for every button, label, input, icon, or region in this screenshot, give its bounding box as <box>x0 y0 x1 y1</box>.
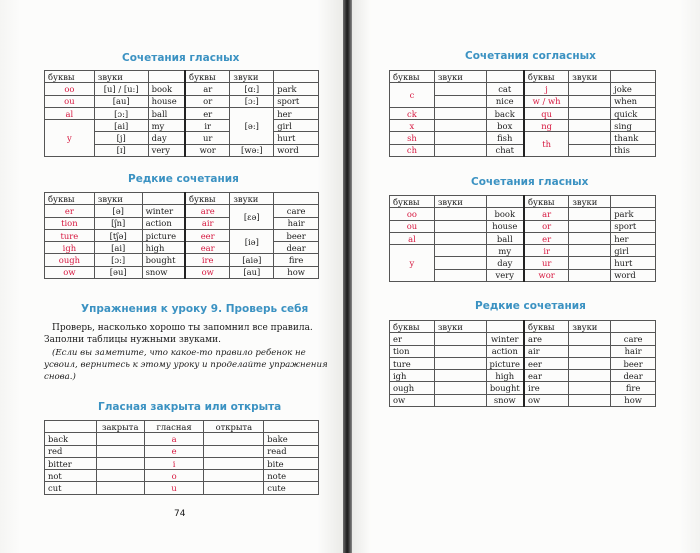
example-cell: dear <box>274 242 319 254</box>
letters-cell: ow <box>45 266 95 278</box>
letters-cell: ough <box>45 254 95 266</box>
blank-cell[interactable] <box>96 433 144 445</box>
example-cell: picture <box>486 357 524 369</box>
right-vowel-combos-table <box>389 195 656 282</box>
table-row <box>390 220 656 232</box>
sound-cell: [ai] <box>94 120 148 132</box>
example-cell: house <box>148 95 185 107</box>
example-cell: very <box>148 144 185 156</box>
example-cell: how <box>611 394 656 406</box>
letters-cell: wor <box>524 269 569 281</box>
sound-cell: [ɪ] <box>94 144 148 156</box>
example-cell: hair <box>274 217 319 229</box>
table-row <box>390 107 656 119</box>
blank-cell[interactable] <box>569 144 611 156</box>
table-row <box>390 245 656 257</box>
sound-cell: [ɔ:] <box>94 107 148 119</box>
example-cell: park <box>274 83 319 95</box>
closed-word-cell: red <box>45 445 97 457</box>
left-vowel-combos-heading: Сочетания гласных <box>122 52 240 64</box>
example-cell: ball <box>148 107 185 119</box>
letters-cell: ear <box>524 370 569 382</box>
table-row <box>390 333 656 345</box>
table-row <box>390 357 656 369</box>
sound-cell: [ɑ:] <box>230 83 274 95</box>
header-cell: звуки <box>94 71 148 83</box>
example-cell: care <box>274 205 319 217</box>
header-cell: буквы <box>45 71 95 83</box>
right-consonant-combos-heading: Сочетания согласных <box>465 50 596 62</box>
table-row <box>390 208 656 220</box>
table-row <box>390 345 656 357</box>
vowel-cell: o <box>144 470 204 482</box>
blank-cell[interactable] <box>434 370 486 382</box>
example-cell: hurt <box>611 257 656 269</box>
right-rare-combos-heading: Редкие сочетания <box>475 300 586 312</box>
blank-cell[interactable] <box>204 457 264 469</box>
letters-cell: tion <box>390 345 435 357</box>
example-cell: action <box>142 217 185 229</box>
example-cell: winter <box>142 205 185 217</box>
closed-word-cell: not <box>45 470 97 482</box>
letters-cell: er <box>390 333 435 345</box>
table-header-row <box>390 71 656 83</box>
header-cell: буквы <box>524 196 569 208</box>
letters-cell: sh <box>390 132 435 144</box>
vowel-cell: e <box>144 445 204 457</box>
blank-cell[interactable] <box>434 132 486 144</box>
example-cell: dear <box>611 370 656 382</box>
example-cell: house <box>486 220 524 232</box>
blank-cell[interactable] <box>204 482 264 494</box>
table-row <box>45 95 319 107</box>
example-cell: day <box>486 257 524 269</box>
table-row <box>390 120 656 132</box>
example-cell: hair <box>611 345 656 357</box>
letters-cell: w / wh <box>524 95 569 107</box>
letters-cell: ur <box>185 132 230 144</box>
sound-cell: [ə:] <box>230 107 274 144</box>
example-cell: day <box>148 132 185 144</box>
example-cell: joke <box>611 83 656 95</box>
header-cell: звуки <box>569 196 611 208</box>
letters-cell: ng <box>524 120 569 132</box>
blank-cell[interactable] <box>569 370 611 382</box>
letters-cell: wor <box>185 144 230 156</box>
letters-cell: eer <box>185 229 230 241</box>
left-rare-combos-heading: Редкие сочетания <box>128 173 239 185</box>
example-cell: my <box>486 245 524 257</box>
blank-cell[interactable] <box>434 345 486 357</box>
letters-cell: ou <box>390 220 435 232</box>
header-cell <box>486 196 524 208</box>
header-cell: звуки <box>230 71 274 83</box>
letters-cell: oo <box>390 208 435 220</box>
table-row <box>45 229 319 241</box>
example-cell: high <box>142 242 185 254</box>
example-cell: this <box>611 144 656 156</box>
letters-cell: are <box>524 333 569 345</box>
letters-cell: tion <box>45 217 95 229</box>
blank-cell[interactable] <box>204 433 264 445</box>
letters-cell: ough <box>390 382 435 394</box>
example-cell: park <box>611 208 656 220</box>
blank-cell[interactable] <box>569 208 611 220</box>
letters-cell: or <box>524 220 569 232</box>
blank-cell[interactable] <box>96 482 144 494</box>
sound-cell: [ɔ:] <box>94 254 142 266</box>
blank-cell[interactable] <box>434 220 486 232</box>
header-cell: звуки <box>434 321 486 333</box>
table-row <box>45 470 319 482</box>
example-cell: book <box>148 83 185 95</box>
example-cell: winter <box>486 333 524 345</box>
letters-cell: ck <box>390 107 435 119</box>
open-word-cell: cute <box>264 482 319 494</box>
example-cell: my <box>148 120 185 132</box>
header-cell: звуки <box>569 321 611 333</box>
letters-cell: ow <box>185 266 230 278</box>
blank-cell[interactable] <box>204 470 264 482</box>
letters-cell: y <box>45 120 95 157</box>
sound-cell: [ɔ:] <box>230 95 274 107</box>
vowel-cell: u <box>144 482 204 494</box>
example-cell: picture <box>142 229 185 241</box>
blank-cell[interactable] <box>434 269 486 281</box>
example-cell: thank <box>611 132 656 144</box>
right-consonant-combos-table <box>389 70 656 157</box>
blank-cell[interactable] <box>434 107 486 119</box>
letters-cell: qu <box>524 107 569 119</box>
left-vowel-combos-table <box>44 70 319 157</box>
example-cell: fish <box>486 132 524 144</box>
letters-cell: ir <box>185 120 230 132</box>
letters-cell: ture <box>390 357 435 369</box>
closed-word-cell: back <box>45 433 97 445</box>
example-cell: sport <box>274 95 319 107</box>
example-cell: book <box>486 208 524 220</box>
letters-cell: ire <box>185 254 230 266</box>
sound-cell: [ai] <box>94 242 142 254</box>
letters-cell: x <box>390 120 435 132</box>
header-cell: открыта <box>204 421 264 433</box>
letters-cell: ar <box>524 208 569 220</box>
sound-cell: [tʃə] <box>94 229 142 241</box>
sound-cell: [u] / [u:] <box>94 83 148 95</box>
header-cell: буквы <box>524 321 569 333</box>
letters-cell: oo <box>45 83 95 95</box>
left-rare-combos-table <box>44 192 319 279</box>
sound-cell: [au] <box>94 95 148 107</box>
blank-cell[interactable] <box>569 220 611 232</box>
header-cell <box>45 421 97 433</box>
letters-cell: al <box>390 232 435 244</box>
table-header-row <box>390 196 656 208</box>
example-cell: girl <box>274 120 319 132</box>
letters-cell: er <box>524 232 569 244</box>
example-cell: snow <box>486 394 524 406</box>
table-row <box>390 83 656 95</box>
open-closed-vowel-table <box>44 420 319 495</box>
header-cell <box>611 71 656 83</box>
header-cell <box>264 421 319 433</box>
table-row <box>390 132 656 144</box>
header-cell <box>486 321 524 333</box>
blank-cell[interactable] <box>434 83 486 95</box>
example-cell: beer <box>274 229 319 241</box>
blank-cell[interactable] <box>569 357 611 369</box>
header-cell: звуки <box>94 193 142 205</box>
blank-cell[interactable] <box>569 394 611 406</box>
letters-cell: air <box>524 345 569 357</box>
example-cell: beer <box>611 357 656 369</box>
example-cell: her <box>611 232 656 244</box>
open-word-cell: note <box>264 470 319 482</box>
letters-cell: c <box>390 83 435 108</box>
header-cell: звуки <box>434 196 486 208</box>
example-cell: bought <box>142 254 185 266</box>
sound-cell: [iə] <box>230 229 274 254</box>
example-cell: word <box>274 144 319 156</box>
letters-cell: al <box>45 107 95 119</box>
table-row <box>45 433 319 445</box>
example-cell: action <box>486 345 524 357</box>
blank-cell[interactable] <box>96 457 144 469</box>
header-cell: звуки <box>434 71 486 83</box>
page-number: 74 <box>174 509 186 519</box>
header-cell <box>611 321 656 333</box>
blank-cell[interactable] <box>204 445 264 457</box>
letters-cell: ur <box>524 257 569 269</box>
blank-cell[interactable] <box>569 120 611 132</box>
example-cell: girl <box>611 245 656 257</box>
blank-cell[interactable] <box>569 245 611 257</box>
blank-cell[interactable] <box>434 95 486 107</box>
letters-cell: er <box>45 205 95 217</box>
blank-cell[interactable] <box>434 232 486 244</box>
letters-cell: j <box>524 83 569 95</box>
table-row <box>45 107 319 119</box>
example-cell: word <box>611 269 656 281</box>
letters-cell: ture <box>45 229 95 241</box>
closed-word-cell: cut <box>45 482 97 494</box>
example-cell: her <box>274 107 319 119</box>
book-spine <box>343 0 352 553</box>
sound-cell: [əu] <box>94 266 142 278</box>
example-cell: sport <box>611 220 656 232</box>
sound-cell: [j] <box>94 132 148 144</box>
blank-cell[interactable] <box>569 232 611 244</box>
header-cell: буквы <box>45 193 95 205</box>
blank-cell[interactable] <box>569 269 611 281</box>
blank-cell[interactable] <box>434 357 486 369</box>
blank-cell[interactable] <box>569 257 611 269</box>
table-row <box>45 205 319 217</box>
example-cell: sing <box>611 120 656 132</box>
open-word-cell: bake <box>264 433 319 445</box>
table-row <box>45 242 319 254</box>
letters-cell: ow <box>524 394 569 406</box>
header-cell: буквы <box>390 71 435 83</box>
blank-cell[interactable] <box>569 132 611 144</box>
example-cell: hurt <box>274 132 319 144</box>
header-cell: буквы <box>390 321 435 333</box>
blank-cell[interactable] <box>569 83 611 95</box>
blank-cell[interactable] <box>96 470 144 482</box>
table-row <box>45 266 319 278</box>
letters-cell: igh <box>390 370 435 382</box>
table-row <box>45 445 319 457</box>
blank-cell[interactable] <box>569 382 611 394</box>
letters-cell: or <box>185 95 230 107</box>
header-cell: закрыта <box>96 421 144 433</box>
example-cell: fire <box>274 254 319 266</box>
exercise-heading: Упражнения к уроку 9. Проверь себя <box>81 303 309 315</box>
header-cell: звуки <box>569 71 611 83</box>
blank-cell[interactable] <box>434 382 486 394</box>
table-header-row <box>45 193 319 205</box>
sound-cell: [au] <box>230 266 274 278</box>
blank-cell[interactable] <box>434 144 486 156</box>
letters-cell: ear <box>185 242 230 254</box>
right-rare-combos-table <box>389 320 656 407</box>
exercise-text-line-1: Проверь, насколько хорошо ты запомнил все правила. <box>52 323 313 333</box>
sound-cell: [ə] <box>94 205 142 217</box>
parent-note-line-2: усвоил, вернитесь к этому уроку и проделайте упражнения <box>44 360 328 370</box>
example-cell: back <box>486 107 524 119</box>
header-cell: буквы <box>185 193 230 205</box>
open-word-cell: read <box>264 445 319 457</box>
blank-cell[interactable] <box>569 95 611 107</box>
header-cell <box>274 71 319 83</box>
open-word-cell: bite <box>264 457 319 469</box>
blank-cell[interactable] <box>569 107 611 119</box>
header-cell <box>274 193 319 205</box>
header-cell <box>142 193 185 205</box>
example-cell: fire <box>611 382 656 394</box>
letters-cell: ir <box>524 245 569 257</box>
example-cell: ball <box>486 232 524 244</box>
header-cell <box>611 196 656 208</box>
blank-cell[interactable] <box>569 333 611 345</box>
letters-cell: ar <box>185 83 230 95</box>
example-cell: how <box>274 266 319 278</box>
letters-cell: eer <box>524 357 569 369</box>
letters-cell: y <box>390 245 435 282</box>
header-cell <box>148 71 185 83</box>
table-header-row <box>390 321 656 333</box>
example-cell: cat <box>486 83 524 95</box>
parent-note-line-3: снова.) <box>44 372 76 382</box>
header-cell: звуки <box>230 193 274 205</box>
letters-cell: er <box>185 107 230 119</box>
letters-cell: ch <box>390 144 435 156</box>
header-cell: буквы <box>390 196 435 208</box>
closed-word-cell: bitter <box>45 457 97 469</box>
header-cell <box>486 71 524 83</box>
vowel-cell: i <box>144 457 204 469</box>
example-cell: chat <box>486 144 524 156</box>
header-cell: гласная <box>144 421 204 433</box>
example-cell: bought <box>486 382 524 394</box>
table-row <box>390 232 656 244</box>
sound-cell: [ʃn] <box>94 217 142 229</box>
letters-cell: ow <box>390 394 435 406</box>
table-row <box>45 83 319 95</box>
table-row <box>45 482 319 494</box>
table-header-row <box>45 421 319 433</box>
table-header-row <box>45 71 319 83</box>
sound-cell: [wə:] <box>230 144 274 156</box>
blank-cell[interactable] <box>434 394 486 406</box>
table-row <box>45 457 319 469</box>
table-row <box>45 217 319 229</box>
exercise-text-line-2: Заполни таблицы нужными звуками. <box>44 335 221 345</box>
example-cell: care <box>611 333 656 345</box>
blank-cell[interactable] <box>434 208 486 220</box>
example-cell: snow <box>142 266 185 278</box>
blank-cell[interactable] <box>434 257 486 269</box>
letters-cell: ou <box>45 95 95 107</box>
sound-cell: [ɛə] <box>230 205 274 230</box>
example-cell: nice <box>486 95 524 107</box>
table-row <box>390 144 656 156</box>
letters-cell: air <box>185 217 230 229</box>
table-row <box>45 120 319 132</box>
blank-cell[interactable] <box>96 445 144 457</box>
table-row <box>45 254 319 266</box>
example-cell: very <box>486 269 524 281</box>
letters-cell: th <box>524 132 569 157</box>
letters-cell: ire <box>524 382 569 394</box>
sound-cell: [aiə] <box>230 254 274 266</box>
example-cell: high <box>486 370 524 382</box>
vowel-cell: a <box>144 433 204 445</box>
example-cell: box <box>486 120 524 132</box>
blank-cell[interactable] <box>569 345 611 357</box>
blank-cell[interactable] <box>434 120 486 132</box>
table-row <box>390 370 656 382</box>
blank-cell[interactable] <box>434 333 486 345</box>
letters-cell: are <box>185 205 230 217</box>
header-cell: буквы <box>185 71 230 83</box>
table-row <box>390 394 656 406</box>
letters-cell: igh <box>45 242 95 254</box>
example-cell: quick <box>611 107 656 119</box>
blank-cell[interactable] <box>434 245 486 257</box>
header-cell: буквы <box>524 71 569 83</box>
parent-note-line-1: (Если вы заметите, что какое-то правило ребенок не <box>52 348 306 358</box>
open-closed-vowel-heading: Гласная закрыта или открыта <box>98 401 282 413</box>
example-cell: when <box>611 95 656 107</box>
table-row <box>390 382 656 394</box>
right-vowel-combos-heading: Сочетания гласных <box>471 176 589 188</box>
